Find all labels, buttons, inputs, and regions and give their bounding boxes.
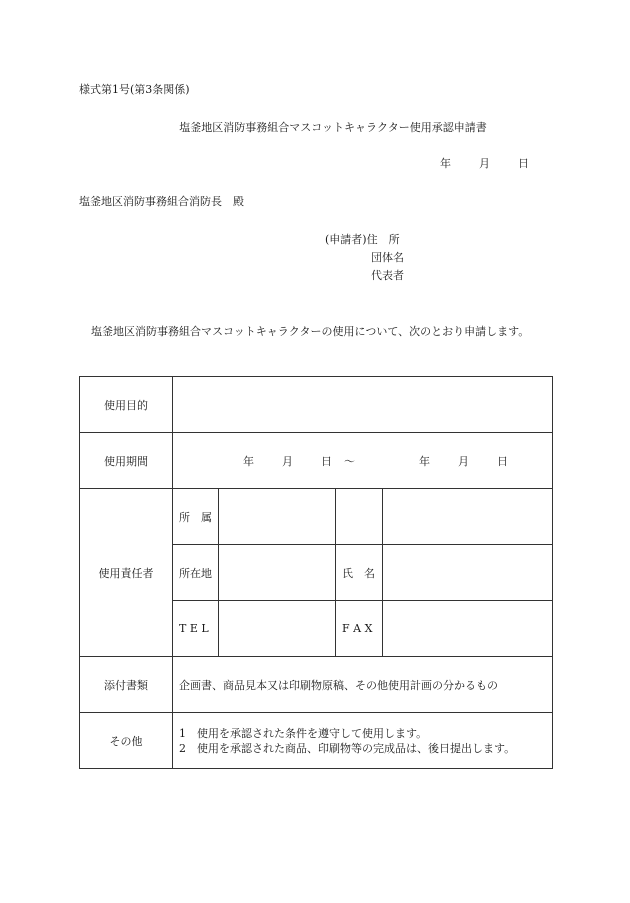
date-year-label: 年 [440, 157, 451, 170]
location-field[interactable] [219, 545, 336, 601]
name-label: 氏 名 [336, 545, 383, 601]
purpose-label: 使用目的 [80, 377, 173, 433]
responsible-label: 使用責任者 [80, 489, 173, 657]
addressee: 塩釜地区消防事務組合消防長 殿 [79, 195, 244, 208]
tel-field[interactable] [219, 601, 336, 657]
date-month-label: 月 [479, 157, 490, 170]
name-field[interactable] [383, 545, 553, 601]
period-label: 使用期間 [80, 433, 173, 489]
affiliation-label: 所 属 [173, 489, 219, 545]
location-label: 所在地 [173, 545, 219, 601]
blank-field-cell[interactable] [383, 489, 553, 545]
blank-label-cell [336, 489, 383, 545]
applicant-block [325, 231, 404, 285]
applicant-rep-label: 代表者 [371, 269, 404, 282]
application-table [79, 376, 553, 769]
attachments-text: 企画書、商品見本又は印刷物原稿、その他使用計画の分かるもの [173, 657, 553, 713]
affiliation-field[interactable] [219, 489, 336, 545]
document-title: 塩釜地区消防事務組合マスコットキャラクター使用承認申請書 [179, 121, 487, 134]
other-note-item: 2 使用を承認された商品、印刷物等の完成品は、後日提出します。 [179, 741, 516, 755]
date-day-label: 日 [518, 157, 529, 170]
submission-date [440, 155, 529, 171]
applicant-address-label: (申請者)住 所 [325, 233, 400, 246]
other-label: その他 [80, 713, 173, 769]
purpose-row [80, 377, 553, 433]
period-end-month: 月 [458, 454, 469, 468]
period-start-day: 日 [321, 454, 332, 468]
fax-label: F A X [336, 601, 383, 657]
other-row [80, 713, 553, 769]
period-separator: ～ [344, 454, 355, 468]
tel-label: T E L [173, 601, 219, 657]
form-number-label: 様式第1号(第3条関係) [79, 83, 190, 96]
applicant-org-label: 団体名 [371, 251, 404, 264]
fax-field[interactable] [383, 601, 553, 657]
attachments-row [80, 657, 553, 713]
purpose-field[interactable] [173, 377, 553, 433]
period-end-day: 日 [497, 454, 508, 468]
responsible-row-affiliation [80, 489, 553, 545]
period-start-month: 月 [282, 454, 293, 468]
intro-statement: 塩釜地区消防事務組合マスコットキャラクターの使用について、次のとおり申請します。 [91, 325, 530, 338]
period-start-year: 年 [243, 454, 254, 468]
period-end-year: 年 [419, 454, 430, 468]
other-notes [173, 713, 553, 769]
attachments-label: 添付書類 [80, 657, 173, 713]
period-row [80, 433, 553, 489]
other-note-item: 1 使用を承認された条件を遵守して使用します。 [179, 726, 428, 740]
period-field[interactable] [173, 433, 553, 489]
